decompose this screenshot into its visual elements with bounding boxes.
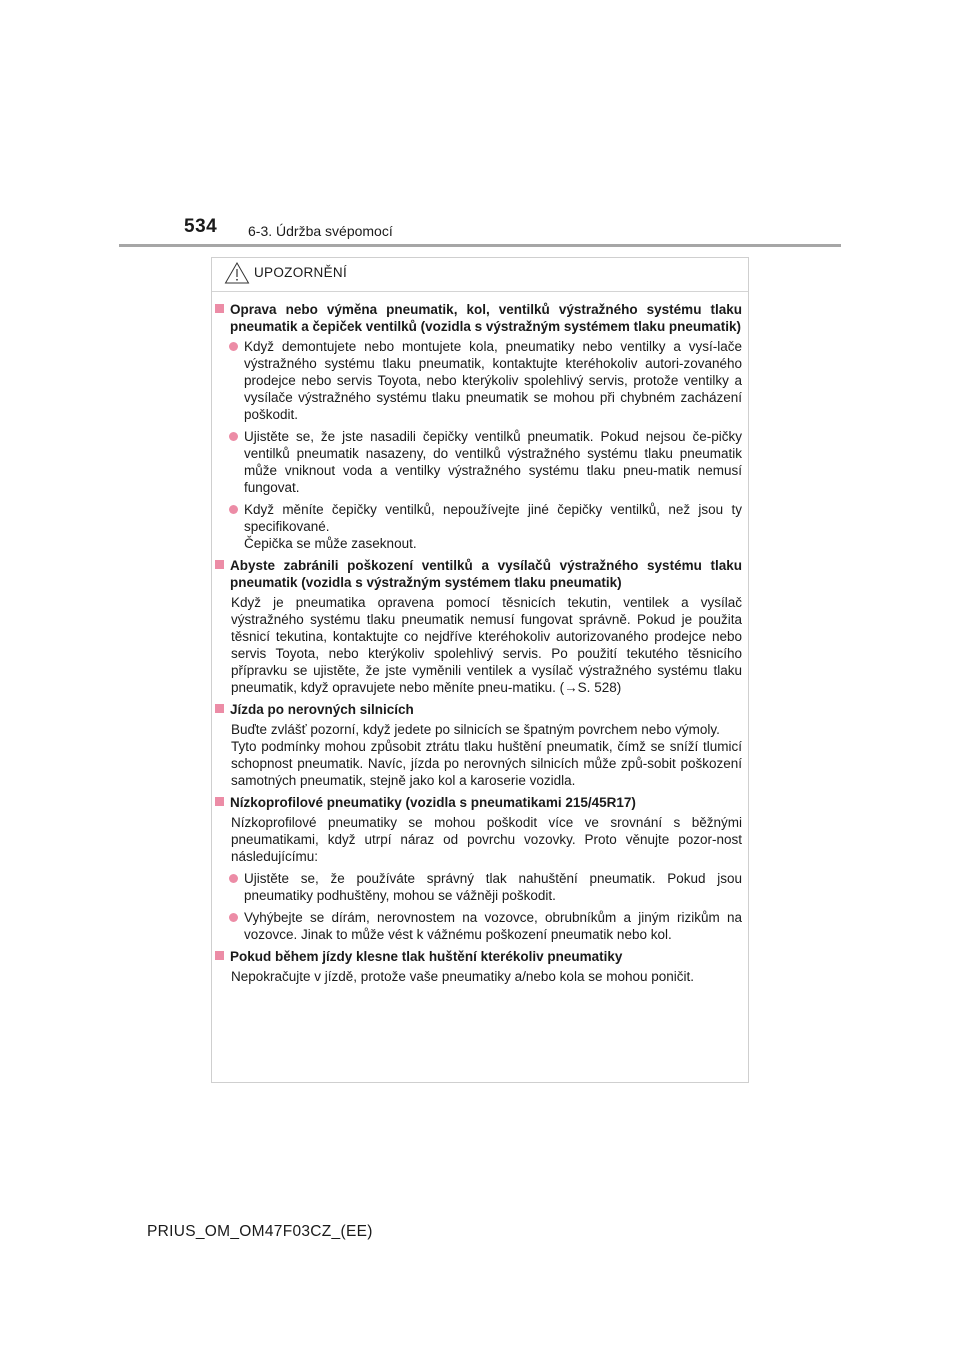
bullet-item: Ujistěte se, že jste nasadili čepičky ventilků pneumatik. Pokud nejsou če-pičky ventilků pneumatik nasazeny, do ventilků výstražného systému tlaku pneumatik může vniknout voda a ventilky výstražného systému tlaku pneu-matik nemusí fungovat. bbox=[215, 428, 742, 496]
block-heading: Oprava nebo výměna pneumatik, kol, ventilků výstražného systému tlaku pneumatik a čepiček ventilků (vozidla s výstražným systémem tlaku pneumatik) bbox=[215, 301, 742, 335]
warning-title: UPOZORNĚNÍ bbox=[254, 265, 348, 280]
section-title: 6-3. Údržba svépomocí bbox=[248, 223, 393, 239]
round-bullet-icon bbox=[229, 913, 238, 922]
warning-body bbox=[212, 292, 748, 985]
square-bullet-icon bbox=[215, 304, 224, 313]
bullet-item: Když demontujete nebo montujete kola, pneumatiky nebo ventilky a vysí-lače výstražného systému tlaku pneumatik, kontaktujte kteréhokoliv autori-zovaného prodejce nebo servis Toyota, nebo kterýkoliv spolehlivý servis, protože ventilky a vysílače výstražného systému tlaku pneumatik se mohou při chybném zacházení poškodit. bbox=[215, 338, 742, 423]
warning-triangle-icon bbox=[224, 261, 250, 290]
bullet-item: Když měníte čepičky ventilků, nepoužívejte jiné čepičky ventilků, než jsou ty specifikované. Čepička se může zaseknout. bbox=[215, 501, 742, 552]
warning-block bbox=[215, 557, 742, 696]
warning-block bbox=[215, 948, 742, 985]
paragraph: Nepokračujte v jízdě, protože vaše pneumatiky a/nebo kola se mohou poničit. bbox=[231, 969, 695, 984]
bullet-item: Vyhýbejte se dírám, nerovnostem na vozovce, obrubníkům a jiným rizikům na vozovce. Jinak to může vést k vážnému poškození pneumatik nebo kol. bbox=[215, 909, 742, 943]
header-rule bbox=[119, 244, 841, 247]
round-bullet-icon bbox=[229, 874, 238, 883]
warning-block bbox=[215, 701, 742, 789]
warning-header bbox=[212, 258, 748, 292]
page-number: 534 bbox=[184, 216, 218, 237]
square-bullet-icon bbox=[215, 560, 224, 569]
block-heading: Nízkoprofilové pneumatiky (vozidla s pneumatikami 215/45R17) bbox=[215, 794, 742, 811]
document-code: PRIUS_OM_OM47F03CZ_(EE) bbox=[147, 1223, 373, 1240]
square-bullet-icon bbox=[215, 704, 224, 713]
bullet-item: Ujistěte se, že používáte správný tlak nahuštění pneumatik. Pokud jsou pneumatiky podhuštěny, mohou se vážněji poškodit. bbox=[215, 870, 742, 904]
block-heading: Abyste zabránili poškození ventilků a vysílačů výstražného systému tlaku pneumatik (vozidla s výstražným systémem tlaku pneumatik) bbox=[215, 557, 742, 591]
warning-box bbox=[211, 257, 749, 1083]
square-bullet-icon bbox=[215, 797, 224, 806]
warning-block bbox=[215, 794, 742, 943]
block-heading: Pokud během jízdy klesne tlak huštění kterékoliv pneumatiky bbox=[215, 948, 742, 965]
round-bullet-icon bbox=[229, 505, 238, 514]
block-heading: Jízda po nerovných silnicích bbox=[215, 701, 742, 718]
paragraph: Nízkoprofilové pneumatiky se mohou poškodit více ve srovnání s běžnými pneumatikami, když utrpí náraz od povrchu vozovky. Proto věnujte pozor-nost následujícímu: bbox=[231, 815, 742, 864]
paragraph: Buďte zvlášť pozorní, když jedete po silnicích se špatným povrchem nebo výmoly. Tyto podmínky mohou způsobit ztrátu tlaku huštění pneumatik, čímž se sníží tlumicí schopnost pneumatik. Navíc, jízda po nerovných silnicích může způ-sobit poškození samotných pneumatik, stejně jako kol a karoserie vozidla. bbox=[231, 722, 742, 788]
paragraph: Když je pneumatika opravena pomocí těsnicích tekutin, ventilek a vysílač výstražného systému tlaku pneumatik nemusí fungovat správně. Pokud je použita těsnicí tekutina, kontaktujte co nejdříve kteréhokoliv autorizovaného prodejce nebo servis Toyota, nebo kterýkoliv spolehlivý servis. Po použití tekutého těsnicího přípravku se ujistěte, že jste vyměnili ventilek a vysílač výstražného systému tlaku pneumatik, když opravujete nebo měníte pneu-matiku. (→S. 528) bbox=[231, 595, 742, 695]
warning-block bbox=[215, 301, 742, 552]
round-bullet-icon bbox=[229, 342, 238, 351]
square-bullet-icon bbox=[215, 951, 224, 960]
round-bullet-icon bbox=[229, 432, 238, 441]
